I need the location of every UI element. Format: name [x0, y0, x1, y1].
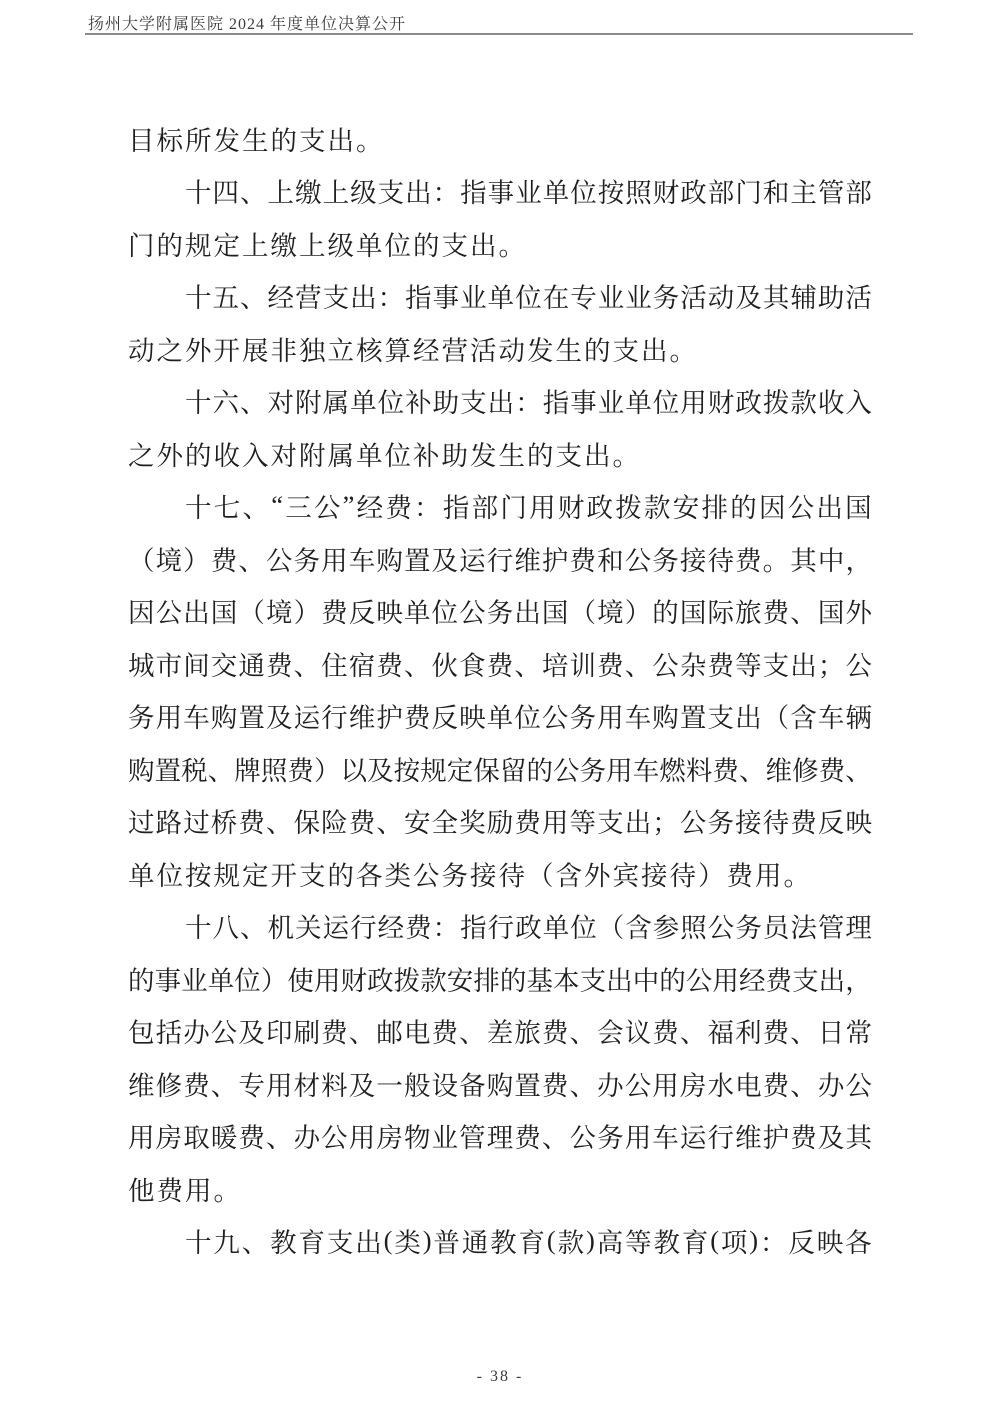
- body-line: 十 五 、 经 营 支 出 ： 指 事 业 单 位 在 专 业 业 务 活 动 及 其 辅 助 活: [185, 283, 872, 314]
- body-line: 因 公 出 国 （ 境 ） 费 反 映 单 位 公 务 出 国 （ 境 ） 的 国 际 旅 费 、 国 外: [128, 598, 872, 629]
- page-number: - 38 -: [476, 1368, 524, 1385]
- body-line: 门的规定上缴上级单位的支出。: [128, 230, 527, 261]
- body-line: 务 用 车 购 置 及 运 行 维 护 费 反 映 单 位 公 务 用 车 购 置 支 出 （ 含 车 辆: [128, 703, 872, 734]
- body-line: 十 九 、 教 育 支 出 ( 类 ) 普 通 教 育 ( 款 ) 高 等 教 育 ( 项 ) ： 反 映 各: [185, 1225, 872, 1259]
- body-line: 维 修 费 、 专 用 材 料 及 一 般 设 备 购 置 费 、 办 公 用 房 水 电 费 、 办 公: [128, 1070, 872, 1101]
- body-line: 十 六 、 对 附 属 单 位 补 助 支 出 ： 指 事 业 单 位 用 财 政 拨 款 收 入: [185, 388, 872, 419]
- body-line: 他费用。: [128, 1175, 242, 1206]
- body-line: 城 市 间 交 通 费 、 住 宿 费 、 伙 食 费 、 培 训 费 、 公 杂 费 等 支 出 ； 公: [128, 650, 872, 681]
- body-line: 包 括 办 公 及 印 刷 费 、 邮 电 费 、 差 旅 费 、 会 议 费 、 福 利 费 、 日 常: [128, 1018, 872, 1049]
- body-line: 用 房 取 暖 费 、 办 公 用 房 物 业 管 理 费 、 公 务 用 车 运 行 维 护 费 及 其: [128, 1123, 872, 1154]
- body-line: 动之外开展非独立核算经营活动发生的支出。: [128, 335, 698, 366]
- body-line: 的 事 业 单 位 ） 使 用 财 政 拨 款 安 排 的 基 本 支 出 中 的 公 用 经 费 支 出 ，: [128, 965, 872, 996]
- body-line: 十 四 、 上 缴 上 级 支 出 ： 指 事 业 单 位 按 照 财 政 部 门 和 主 管 部: [185, 178, 872, 209]
- page-header-title: 扬州大学附属医院 2024 年度单位决算公开: [88, 16, 407, 33]
- body-line: 十 八 、 机 关 运 行 经 费 ： 指 行 政 单 位 （ 含 参 照 公 务 员 法 管 理: [185, 913, 872, 944]
- body-line: （ 境 ） 费 、 公 务 用 车 购 置 及 运 行 维 护 费 和 公 务 接 待 费 。 其 中 ，: [128, 545, 872, 576]
- body-line: 目标所发生的支出。: [128, 125, 385, 156]
- header-rule-divider: [85, 33, 913, 35]
- body-line: 之外的收入对附属单位补助发生的支出。: [128, 440, 641, 471]
- body-line: 购 置 税 、 牌 照 费 ） 以 及 按 规 定 保 留 的 公 务 用 车 燃 料 费 、 维 修 费 、: [128, 755, 872, 786]
- body-line: 十 七 、 “ 三 公 ” 经 费 ： 指 部 门 用 财 政 拨 款 安 排 的 因 公 出 国: [185, 490, 872, 524]
- document-body: [128, 112, 872, 1267]
- body-line: 单位按规定开支的各类公务接待（含外宾接待）费用。: [128, 860, 812, 891]
- body-line: 过 路 过 桥 费 、 保 险 费 、 安 全 奖 励 费 用 等 支 出 ； 公 务 接 待 费 反 映: [128, 808, 872, 839]
